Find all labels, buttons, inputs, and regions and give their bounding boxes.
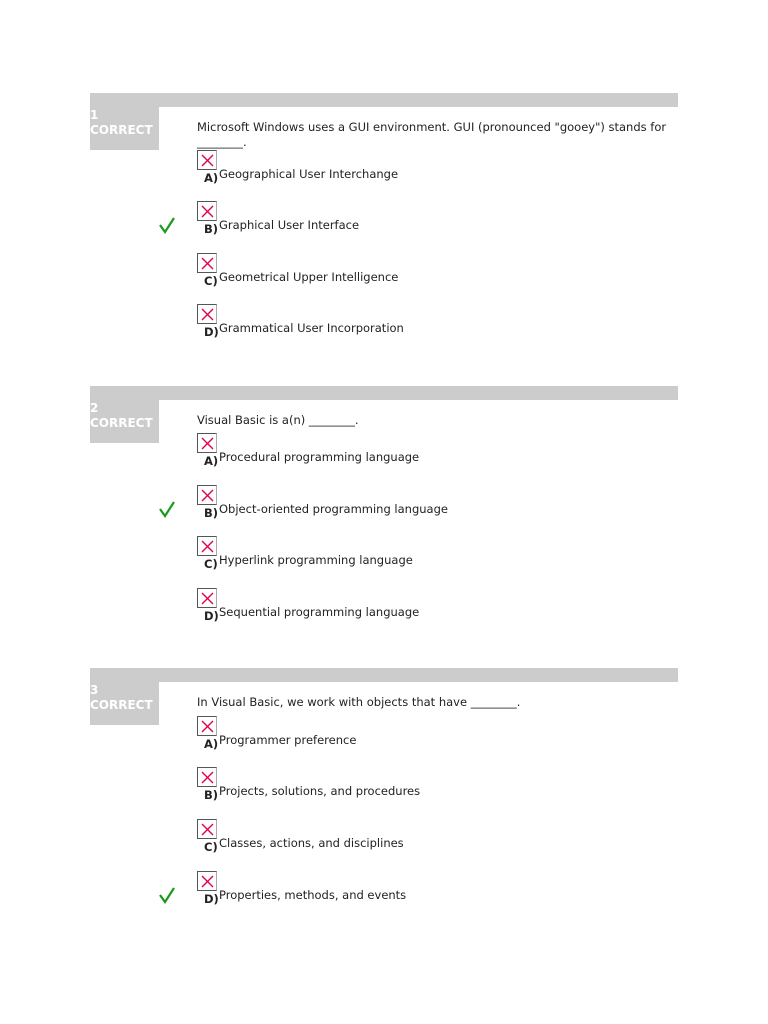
question-text: In Visual Basic, we work with objects that have ________. [197,695,521,709]
x-icon [197,819,217,839]
question-text: Microsoft Windows uses a GUI environment. GUI (pronounced "gooey") stands for ________. [197,120,667,149]
option-letter: D) [204,609,219,623]
option-text: Geometrical Upper Intelligence [219,270,399,284]
answer-option [197,304,667,338]
x-icon [197,536,217,556]
option-text: Classes, actions, and disciplines [219,836,404,850]
option-text: Grammatical User Incorporation [219,321,404,335]
question-number: 3 [90,683,99,697]
question-number: 2 [90,401,99,415]
question-label [90,386,159,443]
answer-option [197,150,667,184]
option-letter: B) [204,788,219,802]
option-letter: C) [204,274,218,288]
option-letter: A) [204,171,219,185]
option-text: Procedural programming language [219,450,420,464]
answer-option [197,433,667,467]
option-text: Hyperlink programming language [219,553,413,567]
option-letter: B) [204,506,219,520]
checkmark-icon [159,887,175,907]
x-icon [197,485,217,505]
x-icon [197,716,217,736]
option-letter: A) [204,737,219,751]
x-icon [197,433,217,453]
option-text: Graphical User Interface [219,218,360,232]
checkmark-icon [159,217,175,237]
option-text: Programmer preference [219,733,357,747]
option-letter: D) [204,325,219,339]
option-text: Sequential programming language [219,605,420,619]
answer-option [197,588,667,622]
option-text: Properties, methods, and events [219,888,407,902]
x-icon [197,150,217,170]
question-status: CORRECT [90,123,153,137]
x-icon [197,304,217,324]
question-text: Visual Basic is a(n) ________. [197,413,359,427]
x-icon [197,871,217,891]
answer-option [197,253,667,287]
x-icon [197,253,217,273]
answer-option [197,536,667,570]
question-header-bar [90,668,678,682]
answer-option [197,819,667,853]
answer-option [197,485,667,519]
question-header-bar [90,386,678,400]
question-label [90,668,159,725]
option-text: Geographical User Interchange [219,167,399,181]
question-number: 1 [90,108,99,122]
question-status: CORRECT [90,416,153,430]
question-header-bar [90,93,678,107]
option-letter: A) [204,454,219,468]
answer-option [197,767,667,801]
option-letter: B) [204,222,219,236]
option-letter: C) [204,840,218,854]
answer-option [197,201,667,235]
x-icon [197,588,217,608]
option-letter: D) [204,892,219,906]
checkmark-icon [159,501,175,521]
option-letter: C) [204,557,218,571]
option-text: Projects, solutions, and procedures [219,784,421,798]
answer-option [197,871,667,905]
x-icon [197,201,217,221]
answer-option [197,716,667,750]
option-text: Object-oriented programming language [219,502,448,516]
question-label [90,93,159,150]
question-status: CORRECT [90,698,153,712]
x-icon [197,767,217,787]
